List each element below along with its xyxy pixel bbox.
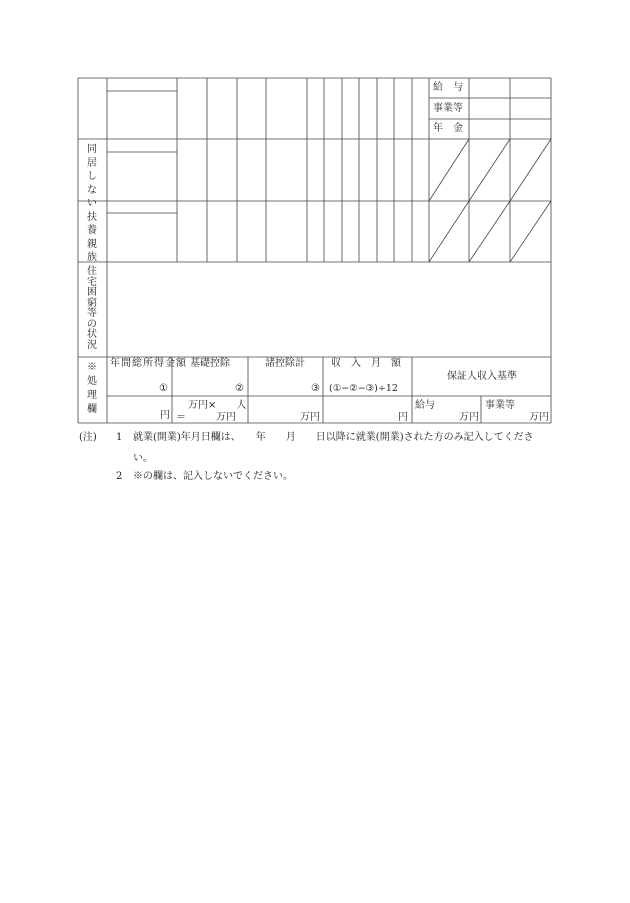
- annual-income-yen-unit: 円: [160, 410, 170, 421]
- basic-deduction-label: 基礎控除: [190, 358, 230, 369]
- monthly-income-yen-unit: 円: [398, 412, 408, 423]
- guarantor-standard-label: 保証人収入基準: [447, 371, 517, 382]
- monthly-income-label: 収 入 月 額: [331, 358, 401, 369]
- diagonal-strike: [429, 201, 469, 262]
- processing-section-label: ※処理欄: [87, 362, 97, 415]
- diagonal-strike: [510, 139, 551, 201]
- income-pension-label: 年 金: [433, 123, 463, 134]
- monthly-income-formula: (①−②−③)÷12: [329, 383, 398, 394]
- notes-label: (注): [79, 432, 97, 443]
- guarantor-salary-unit: 万円: [459, 412, 479, 423]
- non-cohabiting-dependents-label: 同居しない扶養親族: [87, 144, 97, 263]
- guarantor-business-unit: 万円: [529, 412, 549, 423]
- diagonal-strike: [510, 201, 551, 262]
- housing-situation-label: 住宅困窮等の状況: [87, 266, 97, 351]
- note-2-number: 2: [116, 471, 123, 482]
- note-2-text: ※の欄は、記入しないでください。: [133, 471, 293, 482]
- note-1-continuation: い。: [133, 453, 153, 464]
- diagonal-strike: [469, 201, 510, 262]
- guarantor-salary-label: 給与: [415, 400, 435, 411]
- basic-deduction-result: ＝ 万円: [176, 412, 236, 423]
- deductions-total-label: 諸控除計: [265, 358, 305, 369]
- annual-income-label: 年間総所得金額: [110, 358, 187, 369]
- basic-deduction-num: ②: [235, 383, 244, 394]
- diagonal-strike: [429, 139, 469, 201]
- deductions-total-num: ③: [311, 383, 320, 394]
- income-business-label: 事業等: [433, 103, 463, 114]
- basic-deduction-multiplier: 万円× 人: [188, 400, 247, 411]
- guarantor-business-label: 事業等: [485, 400, 515, 411]
- diagonal-strike: [469, 139, 510, 201]
- deductions-total-unit: 万円: [300, 412, 320, 423]
- annual-income-num: ①: [159, 383, 168, 394]
- note-1-number: 1: [116, 432, 123, 443]
- note-1-text: 就業(開業)年月日欄は、 年 月 日以降に就業(開業)された方のみ記入してくださ: [133, 432, 534, 443]
- income-salary-label: 給 与: [433, 82, 463, 93]
